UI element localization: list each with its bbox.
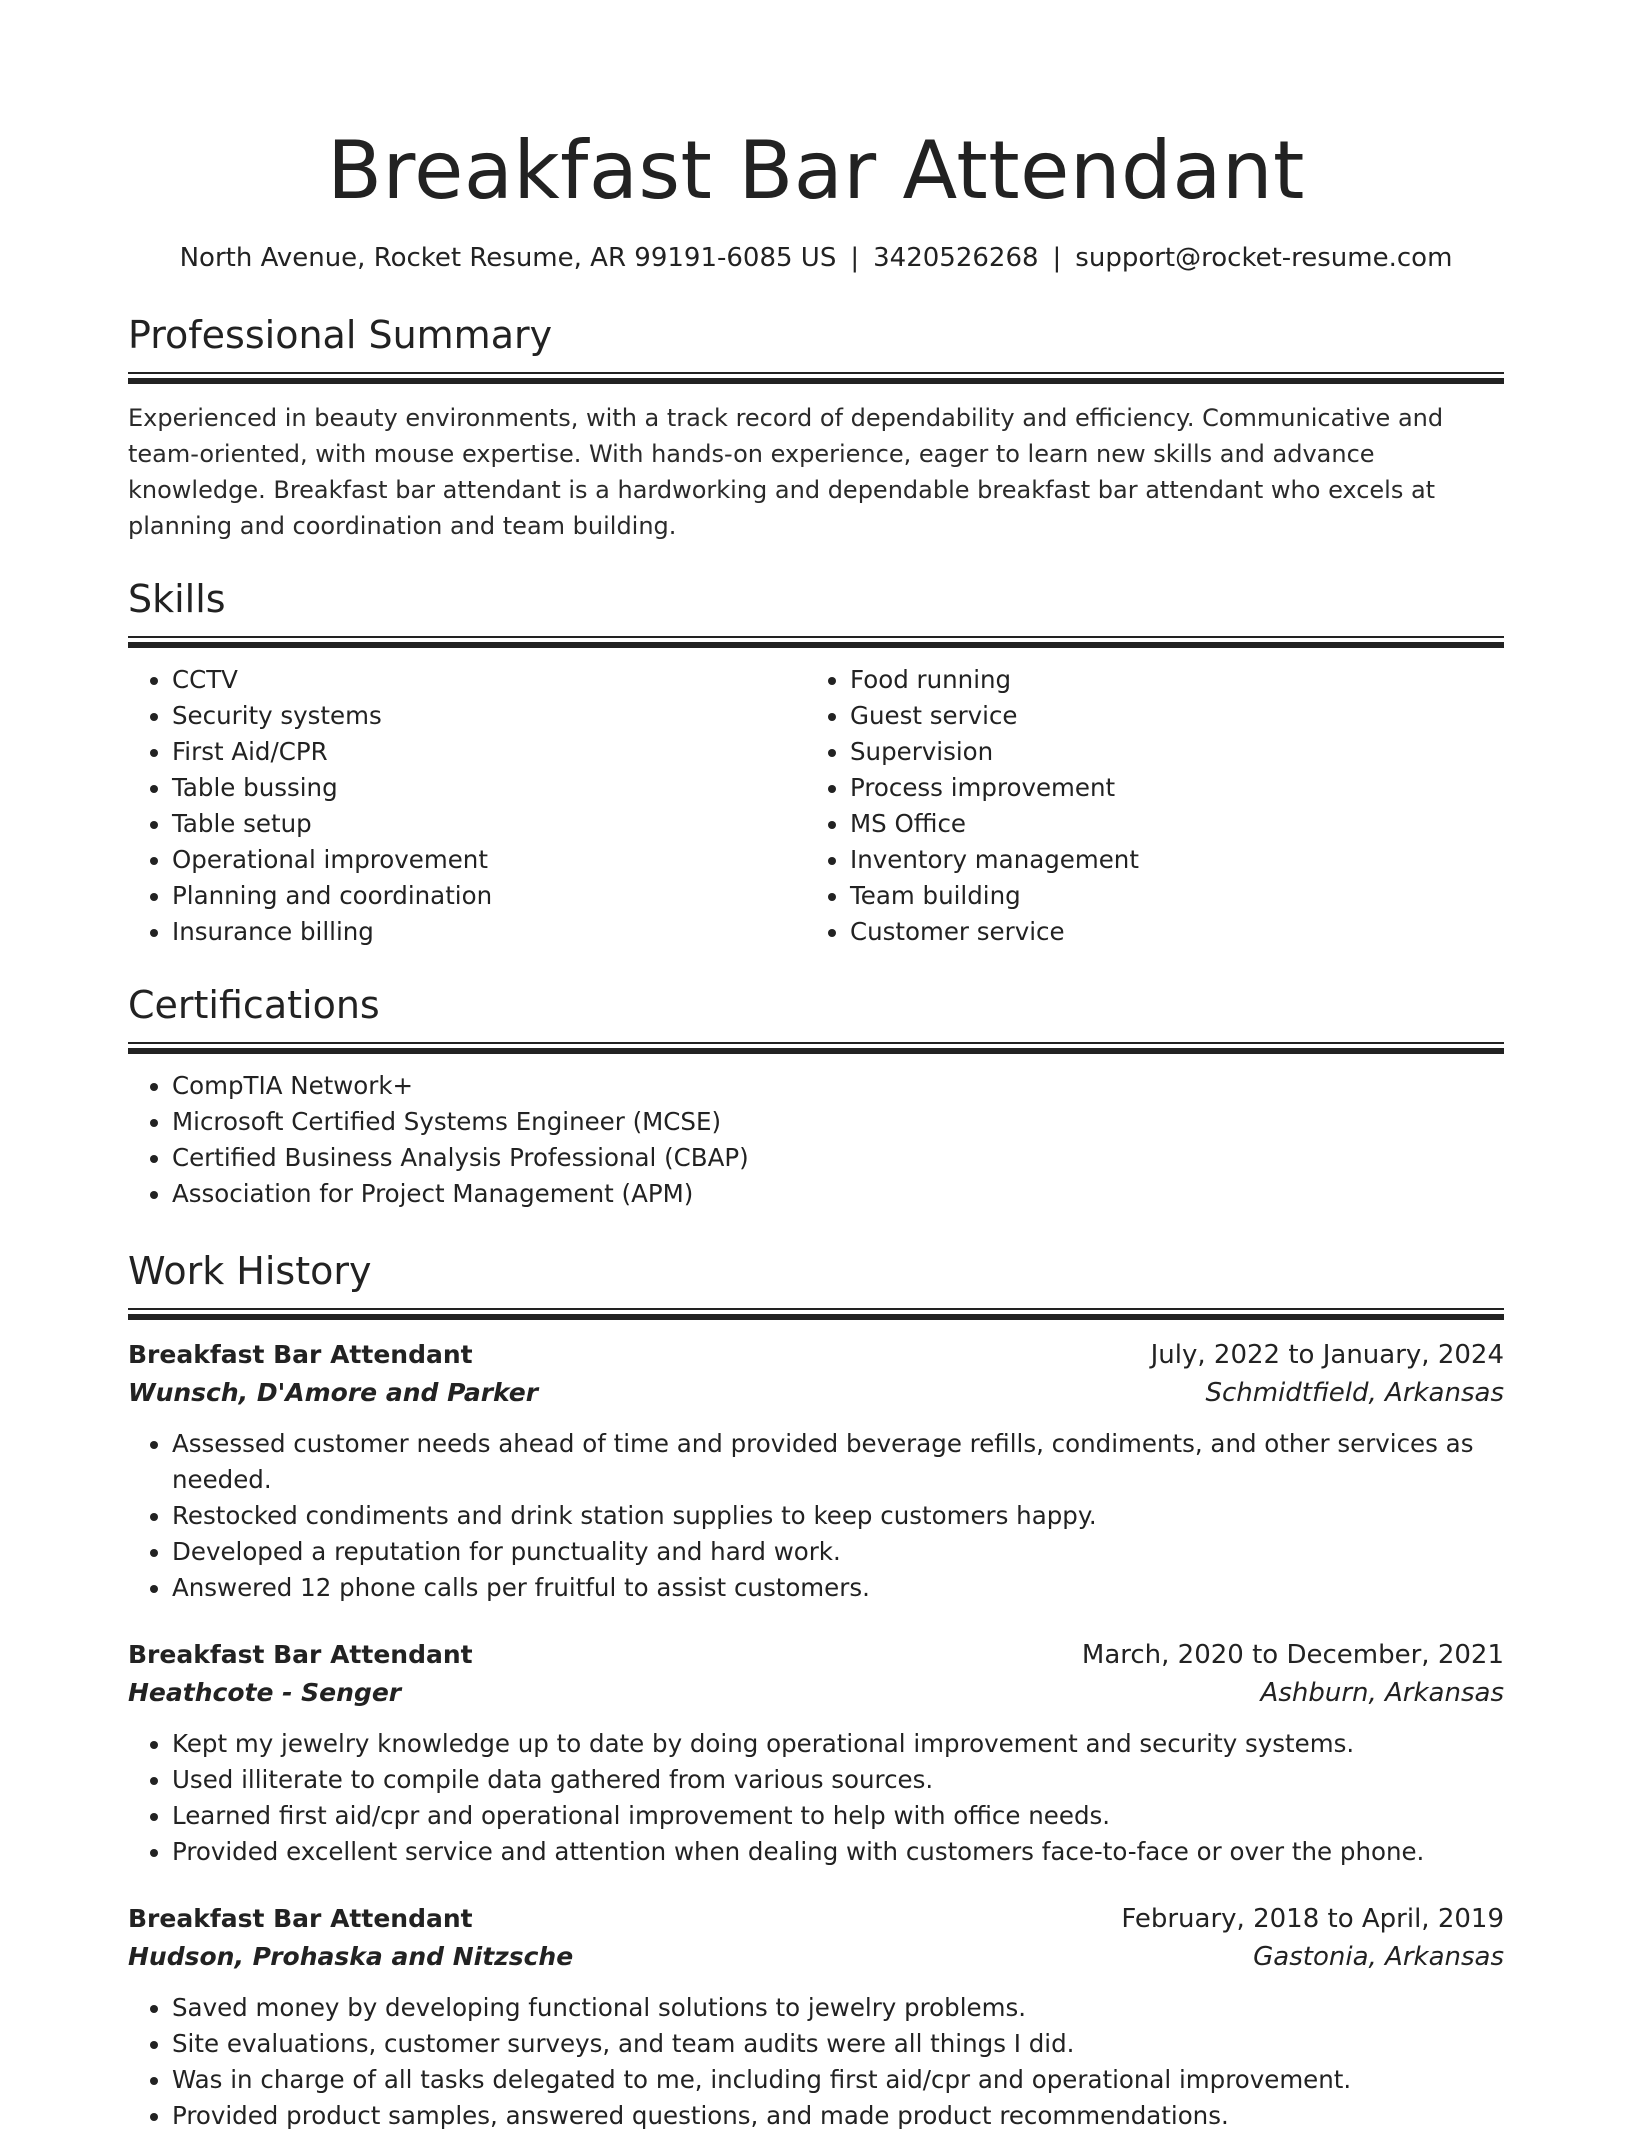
job-location: Ashburn, Arkansas	[1260, 1678, 1504, 1708]
section-divider	[128, 372, 1504, 384]
summary-section	[128, 310, 1504, 544]
job-entry	[128, 1636, 1504, 1870]
work-history-heading: Work History	[128, 1249, 372, 1293]
job-bullet: • Used illiterate to compile data gathered from various sources.	[172, 1762, 1504, 1798]
skills-columns	[128, 662, 1504, 950]
skills-column-left	[128, 662, 806, 950]
contact-line	[128, 240, 1504, 276]
job-company: Wunsch, D'Amore and Parker	[128, 1378, 539, 1407]
job-bullet: • Kept my jewelry knowledge up to date by doing operational improvement and security systems.	[172, 1726, 1504, 1762]
skills-heading: Skills	[128, 577, 226, 621]
contact-separator: |	[850, 243, 860, 273]
certifications-heading: Certifications	[128, 983, 380, 1027]
job-dates: March, 2020 to December, 2021	[1081, 1640, 1504, 1670]
skill-item: • Supervision	[850, 734, 1484, 770]
job-title: Breakfast Bar Attendant	[128, 1640, 473, 1669]
skill-item: • MS Office	[850, 806, 1484, 842]
skill-item: • Security systems	[172, 698, 806, 734]
contact-address: North Avenue, Rocket Resume, AR 99191-6085 US	[179, 243, 837, 273]
summary-text: Experienced in beauty environments, with a track record of dependability and efficiency. Communicative and team-oriented, with mouse expertise. With hands-on experience, eager to learn new skills and advance knowledge. Breakfast bar attendant is a hardworking and dependable breakfast bar attendant who excels at planning and coordination and team building.	[128, 404, 1444, 540]
job-company-row	[128, 1674, 1504, 1712]
certification-item: • Microsoft Certified Systems Engineer (MCSE)	[172, 1104, 1504, 1140]
section-divider	[128, 636, 1504, 648]
job-location: Gastonia, Arkansas	[1253, 1942, 1504, 1972]
section-divider	[128, 1042, 1504, 1054]
skill-item: • Table bussing	[172, 770, 806, 806]
job-bullet: • Provided excellent service and attention when dealing with customers face-to-face or over the phone.	[172, 1834, 1504, 1870]
skill-item: • Food running	[850, 662, 1484, 698]
job-company: Heathcote - Senger	[128, 1678, 402, 1707]
job-entry	[128, 1336, 1504, 1606]
skill-item: • Process improvement	[850, 770, 1484, 806]
job-bullet: • Learned first aid/cpr and operational improvement to help with office needs.	[172, 1798, 1504, 1834]
resume-page	[128, 0, 1504, 2134]
job-bullet: • Provided product samples, answered questions, and made product recommendations.	[172, 2098, 1504, 2134]
job-bullet: • Site evaluations, customer surveys, and team audits were all things I did.	[172, 2026, 1504, 2062]
section-divider	[128, 1308, 1504, 1320]
certification-item: • Association for Project Management (APM)	[172, 1176, 1504, 1212]
summary-heading: Professional Summary	[128, 313, 553, 357]
skill-item: • Guest service	[850, 698, 1484, 734]
job-company-row	[128, 1938, 1504, 1976]
skill-item: • Operational improvement	[172, 842, 806, 878]
job-bullet: • Was in charge of all tasks delegated to me, including first aid/cpr and operational improvement.	[172, 2062, 1504, 2098]
skill-item: • Planning and coordination	[172, 878, 806, 914]
job-company: Hudson, Prohaska and Nitzsche	[128, 1942, 574, 1971]
job-bullet: • Restocked condiments and drink station supplies to keep customers happy.	[172, 1498, 1504, 1534]
job-header-row	[128, 1636, 1504, 1674]
contact-email: support@rocket-resume.com	[1075, 243, 1453, 273]
contact-separator: |	[1052, 243, 1062, 273]
certification-item: • Certified Business Analysis Professional (CBAP)	[172, 1140, 1504, 1176]
job-location: Schmidtfield, Arkansas	[1205, 1378, 1504, 1408]
skill-item: • CCTV	[172, 662, 806, 698]
job-bullet: • Developed a reputation for punctuality and hard work.	[172, 1534, 1504, 1570]
job-dates: February, 2018 to April, 2019	[1121, 1904, 1504, 1934]
skills-section	[128, 574, 1504, 950]
skill-item: • Inventory management	[850, 842, 1484, 878]
job-bullet: • Assessed customer needs ahead of time and provided beverage refills, condiments, and other services as needed.	[172, 1426, 1504, 1498]
skill-item: • Table setup	[172, 806, 806, 842]
skills-column-right	[806, 662, 1484, 950]
skill-item: • Customer service	[850, 914, 1484, 950]
skill-item: • Team building	[850, 878, 1484, 914]
job-entry	[128, 1900, 1504, 2134]
job-bullet: • Saved money by developing functional solutions to jewelry problems.	[172, 1990, 1504, 2026]
certification-item: • CompTIA Network+	[172, 1068, 1504, 1104]
resume-name: Breakfast Bar Attendant	[327, 124, 1305, 217]
contact-phone: 3420526268	[873, 243, 1039, 273]
job-bullet: • Answered 12 phone calls per fruitful to assist customers.	[172, 1570, 1504, 1606]
job-header-row	[128, 1900, 1504, 1938]
certifications-section	[128, 980, 1504, 1212]
job-title: Breakfast Bar Attendant	[128, 1904, 473, 1933]
job-dates: July, 2022 to January, 2024	[1150, 1340, 1504, 1370]
job-company-row	[128, 1374, 1504, 1412]
job-header-row	[128, 1336, 1504, 1374]
job-title: Breakfast Bar Attendant	[128, 1340, 473, 1369]
skill-item: • First Aid/CPR	[172, 734, 806, 770]
work-history-section	[128, 1246, 1504, 2134]
skill-item: • Insurance billing	[172, 914, 806, 950]
